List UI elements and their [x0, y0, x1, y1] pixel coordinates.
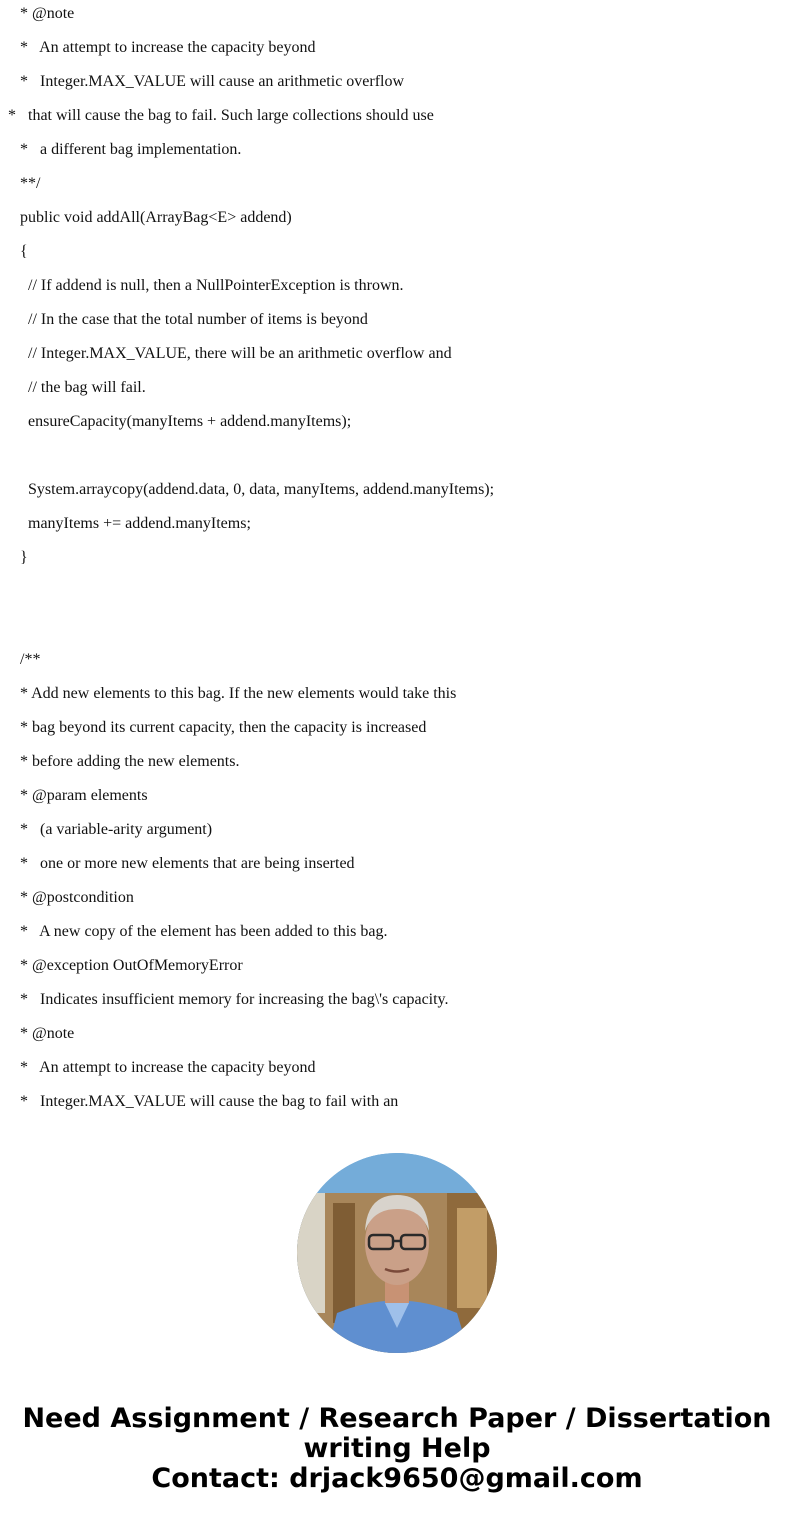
code-line: /** [16, 651, 41, 668]
code-line: public void addAll(ArrayBag<E> addend) [16, 209, 292, 226]
code-line: * Integer.MAX_VALUE will cause the bag to fail with an [16, 1093, 399, 1110]
author-photo-image [297, 1153, 497, 1353]
code-line: * Integer.MAX_VALUE will cause an arithmetic overflow [16, 73, 405, 90]
code-line: * bag beyond its current capacity, then the capacity is increased [16, 719, 427, 736]
code-line: * a different bag implementation. [16, 141, 242, 158]
code-line: * @param elements [16, 787, 148, 804]
code-line: * Add new elements to this bag. If the new elements would take this [16, 685, 457, 702]
code-line: * @exception OutOfMemoryError [16, 957, 243, 974]
code-line: * before adding the new elements. [16, 753, 240, 770]
code-line: **/ [16, 175, 41, 192]
code-line: * An attempt to increase the capacity beyond [16, 1059, 316, 1076]
code-line: * @note [16, 5, 75, 22]
code-line: // In the case that the total number of items is beyond [16, 311, 368, 328]
code-line: * (a variable-arity argument) [16, 821, 213, 838]
code-line: * @note [16, 1025, 75, 1042]
code-line: * An attempt to increase the capacity beyond [16, 39, 316, 56]
code-line: { [16, 243, 28, 260]
banner-contact: Contact: drjack9650@gmail.com [151, 1463, 643, 1494]
code-line: ensureCapacity(manyItems + addend.manyItems); [16, 413, 352, 430]
code-line: manyItems += addend.manyItems; [16, 515, 251, 532]
help-banner [0, 1404, 794, 1494]
code-line: // Integer.MAX_VALUE, there will be an arithmetic overflow and [16, 345, 452, 362]
banner-line-2: writing Help [303, 1433, 491, 1464]
code-line: * A new copy of the element has been added to this bag. [16, 923, 388, 940]
code-line: * Indicates insufficient memory for increasing the bag\'s capacity. [16, 991, 449, 1008]
code-line: * that will cause the bag to fail. Such large collections should use [8, 107, 434, 124]
code-line: * one or more new elements that are being inserted [16, 855, 355, 872]
code-line: System.arraycopy(addend.data, 0, data, manyItems, addend.manyItems); [16, 481, 495, 498]
code-line: } [16, 549, 28, 566]
code-line: // the bag will fail. [16, 379, 146, 396]
author-photo [297, 1153, 497, 1353]
code-line: // If addend is null, then a NullPointerException is thrown. [16, 277, 404, 294]
code-line: * @postcondition [16, 889, 134, 906]
banner-line-1: Need Assignment / Research Paper / Dissertation [22, 1403, 772, 1434]
